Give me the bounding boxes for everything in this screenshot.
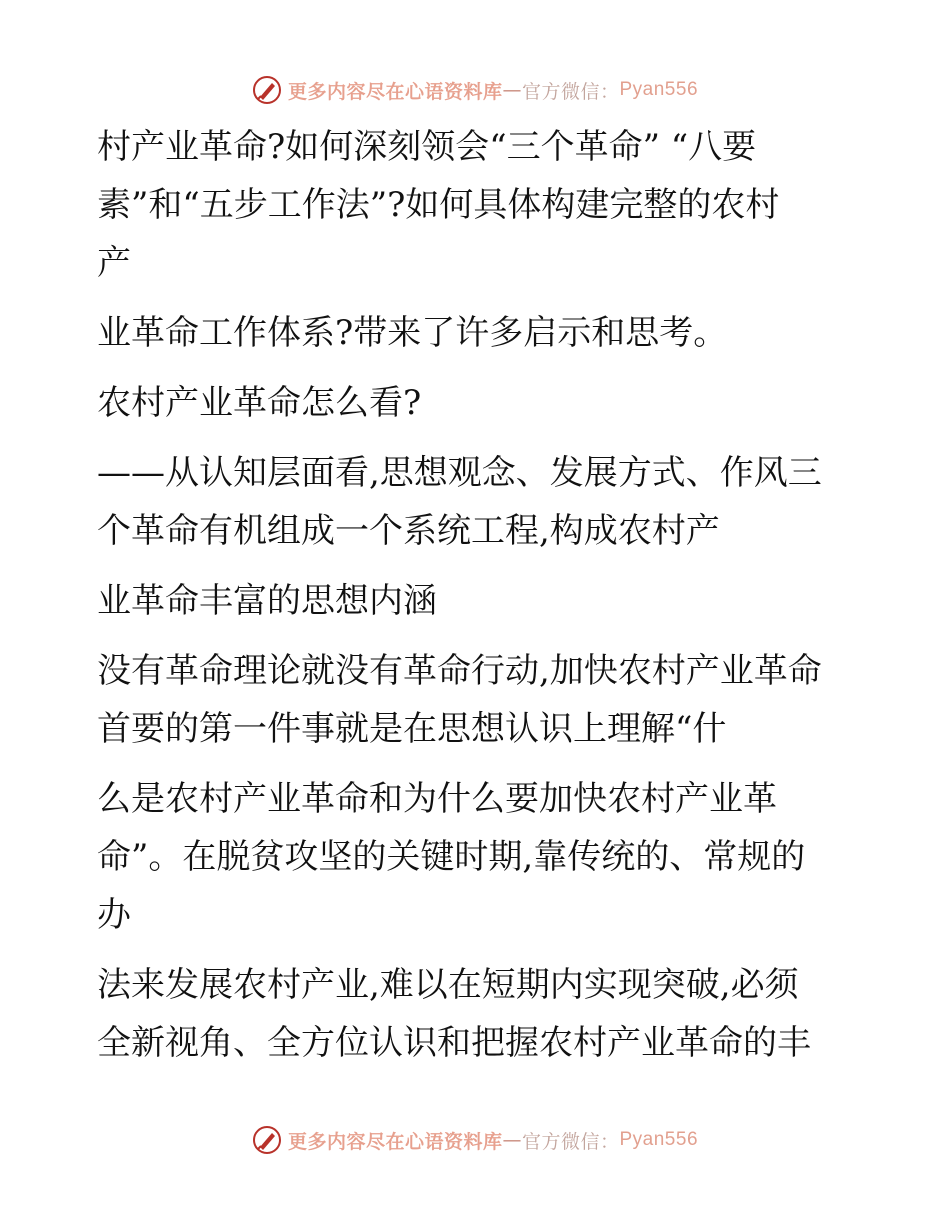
- banner-wechat-id: Pyan556: [619, 79, 699, 100]
- text-line: 业革命工作体系?带来了许多启示和思考。: [97, 313, 728, 353]
- banner-text: [288, 1127, 698, 1154]
- text-line: 全新视角、全方位认识和把握农村产业革命的丰: [97, 1023, 811, 1063]
- banner-dash: —: [502, 79, 522, 101]
- text-line: 村产业革命?如何深刻领会“三个革命” “八要: [97, 127, 757, 167]
- banner-wechat-id: Pyan556: [619, 1129, 699, 1150]
- banner-dash: —: [502, 1129, 522, 1151]
- paragraph: [97, 956, 857, 1072]
- text-line: 法来发展农村产业,难以在短期内实现突破,必须: [97, 965, 799, 1005]
- banner-wechat-label: 官方微信：: [521, 80, 620, 103]
- text-line: 首要的第一件事就是在思想认识上理解“什: [97, 709, 727, 749]
- text-line: 办: [97, 895, 131, 935]
- banner-wechat-label: 官方微信：: [521, 1130, 620, 1153]
- paragraph: [97, 444, 857, 560]
- paragraph: [97, 374, 857, 432]
- header-banner: [0, 70, 950, 110]
- text-line: 么是农村产业革命和为什么要加快农村产业革: [97, 779, 777, 819]
- banner-brand: 更多内容尽在心语资料库: [287, 80, 503, 103]
- document-body: [97, 118, 857, 1084]
- paragraph: [97, 572, 857, 630]
- text-line: ——从认知层面看,思想观念、发展方式、作风三: [97, 453, 822, 493]
- paragraph: [97, 642, 857, 758]
- text-line: 个革命有机组成一个系统工程,构成农村产: [97, 511, 720, 551]
- text-line: 命”。在脱贫攻坚的关键时期,靠传统的、常规的: [97, 837, 806, 877]
- text-line: 素”和“五步工作法”?如何具体构建完整的农村: [97, 185, 780, 225]
- text-line: 业革命丰富的思想内涵: [97, 581, 437, 621]
- paragraph: [97, 770, 857, 944]
- banner-text: [288, 77, 698, 104]
- pen-logo-icon: [252, 1125, 282, 1155]
- paragraph: [97, 304, 857, 362]
- banner-brand: 更多内容尽在心语资料库: [287, 1130, 503, 1153]
- text-line: 农村产业革命怎么看?: [97, 383, 422, 423]
- text-line: 没有革命理论就没有革命行动,加快农村产业革命: [97, 651, 822, 691]
- text-line: 产: [97, 243, 131, 283]
- footer-banner: [0, 1120, 950, 1160]
- pen-logo-icon: [252, 75, 282, 105]
- paragraph: [97, 118, 857, 292]
